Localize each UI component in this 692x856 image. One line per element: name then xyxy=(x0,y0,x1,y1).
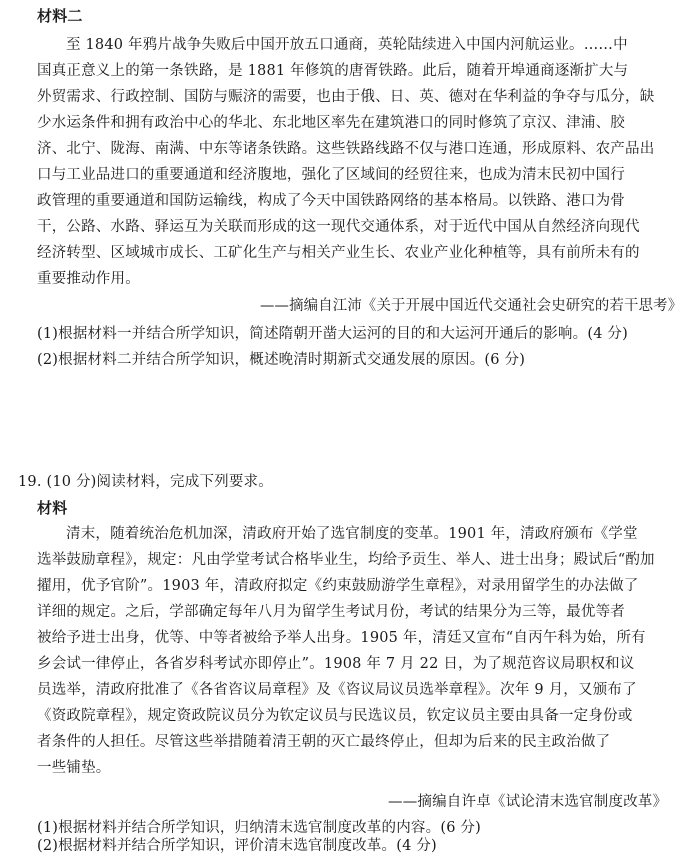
paragraph-line: 重要推动作用。 xyxy=(37,271,140,287)
question-1: (1)根据材料一并结合所学知识，简述隋朝开凿大运河的目的和大运河开通后的影响。(4 分) xyxy=(37,326,628,342)
paragraph-line: 选举鼓励章程》，规定：凡由学堂考试合格毕业生，均给予贡生、举人、进士出身；殿试后“酌加 xyxy=(37,552,655,568)
paragraph-line: 者条件的人担任。尽管这些举措随着清王朝的灭亡最终停止，但却为后来的民主政治做了 xyxy=(37,734,611,750)
question-2: (2)根据材料并结合所学知识，评价清末选官制度改革。(4 分) xyxy=(37,838,437,854)
paragraph-line: 国真正意义上的第一条铁路，是 1881 年修筑的唐胥铁路。此后，随着开埠通商逐渐扩大与 xyxy=(37,63,629,79)
question-1: (1)根据材料并结合所学知识，归纳清末选官制度改革的内容。(6 分) xyxy=(37,820,481,836)
paragraph-line: 详细的规定。之后，学部确定每年八月为留学生考试月份，考试的结果分为三等，最优等者 xyxy=(37,604,625,620)
question-2: (2)根据材料二并结合所学知识，概述晚清时期新式交通发展的原因。(6 分) xyxy=(37,352,526,368)
paragraph-line: 干，公路、水路、驿运互为关联而形成的这一现代交通体系，对于近代中国从自然经济向现代 xyxy=(37,219,640,235)
paragraph-line: 外贸需求、行政控制、国防与赈济的需要，也由于俄、日、英、德对在华利益的争夺与瓜分，缺 xyxy=(37,89,655,105)
paragraph-line: 《资政院章程》，规定资政院议员分为钦定议员与民选议员，钦定议员主要由具备一定身份或 xyxy=(37,708,633,724)
paragraph-line: 济、北宁、陇海、南满、中东等诸条铁路。这些铁路线路不仅与港口连通，形成原料、农产品出 xyxy=(37,141,655,157)
paragraph-line: 少水运条件和拥有政治中心的华北、东北地区率先在建筑港口的同时修筑了京汉、津浦、胶 xyxy=(37,115,625,131)
paragraph-line: 乡会试一律停止，各省岁科考试亦即停止”。1908 年 7 月 22 日，为了规范咨议局职权和议 xyxy=(37,656,635,672)
question-19-intro: 19. (10 分)阅读材料，完成下列要求。 xyxy=(18,474,273,490)
paragraph-line: 一些铺垫。 xyxy=(37,760,111,776)
material-two-heading: 材料二 xyxy=(37,7,83,25)
paragraph-line: 被给予进士出身，优等、中等者被给予举人出身。1905 年，清廷又宣布“自丙午科为始，所有 xyxy=(37,630,646,646)
paragraph-line: 清末，随着统治危机加深，清政府开始了选官制度的变革。1901 年，清政府颁布《学堂 xyxy=(66,526,638,542)
paragraph-line: 口与工业品进口的重要通道和经济腹地，强化了区域间的经贸往来，也成为清末民初中国行 xyxy=(37,167,625,183)
paragraph-line: 至 1840 年鸦片战争失败后中国开放五口通商，英轮陆续进入中国内河航运业。……中 xyxy=(66,37,628,53)
source-citation: ——摘编自江沛《关于开展中国近代交通社会史研究的若干思考》 xyxy=(260,298,683,314)
paragraph-line: 经济转型、区域城市成长、工矿化生产与相关产业生长、农业产业化种植等，具有前所未有的 xyxy=(37,245,640,261)
paragraph-line: 擢用，优予官阶”。1903 年，清政府拟定《约束鼓励游学生章程》，对录用留学生的办法做了 xyxy=(37,578,639,594)
source-citation: ——摘编自许卓《试论清末选官制度改革》 xyxy=(388,794,668,810)
paragraph-line: 政管理的重要通道和国防运输线，构成了今天中国铁路网络的基本格局。以铁路、港口为骨 xyxy=(37,193,625,209)
paragraph-line: 员选举，清政府批准了《各省咨议局章程》及《咨议局议员选举章程》。次年 9 月，又颁布了 xyxy=(37,682,637,698)
material-heading: 材料 xyxy=(37,499,68,517)
